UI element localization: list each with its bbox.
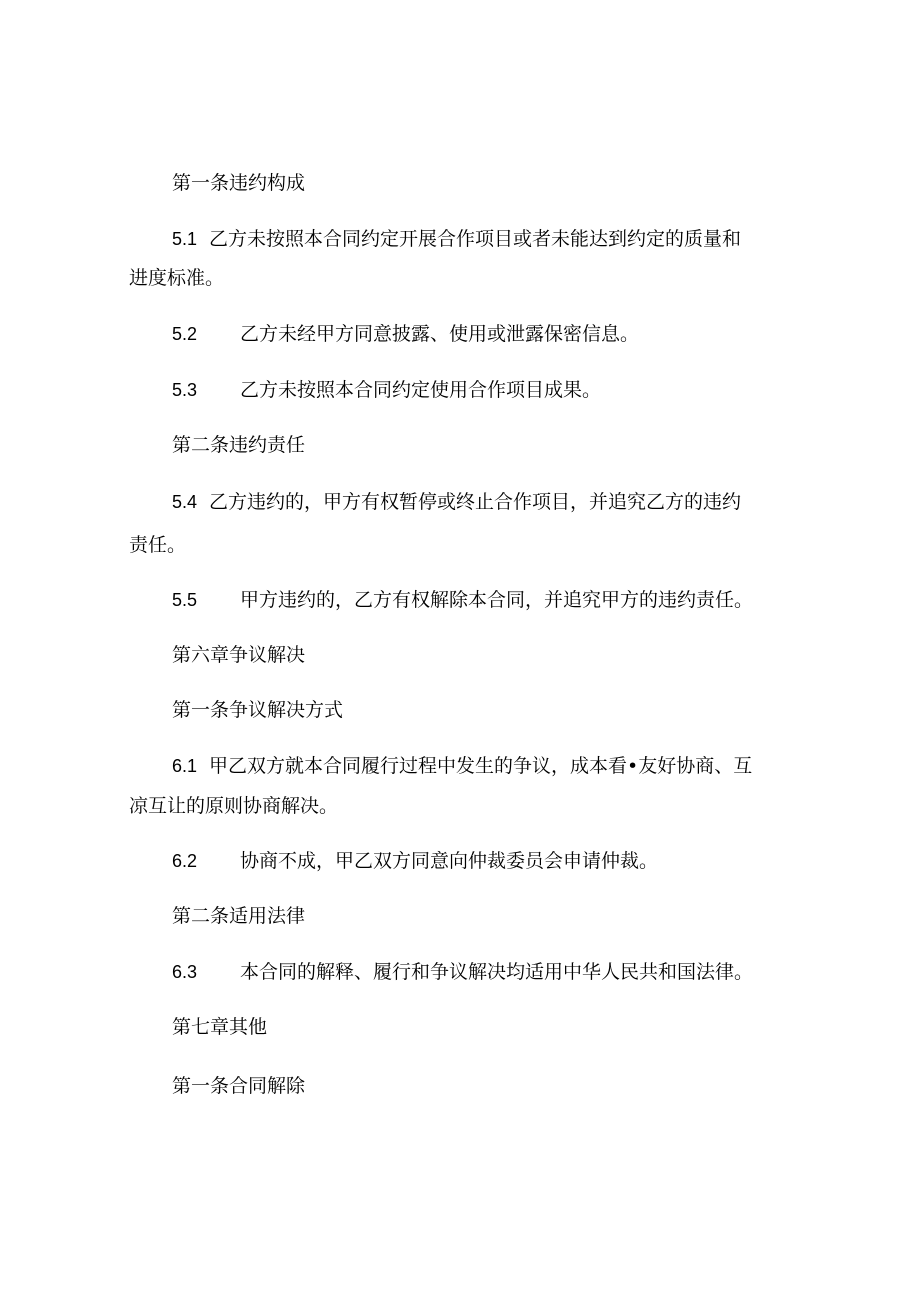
clause-text: 本合同的解释、履行和争议解决均适用中华人民共和国法律。 bbox=[240, 961, 754, 983]
clause-6-2 bbox=[172, 849, 658, 873]
chapter-heading: 第六章争议解决 bbox=[172, 644, 306, 666]
clause-number: 6.2 bbox=[172, 851, 198, 871]
clause-text: 乙方未按照本合同约定使用合作项目成果。 bbox=[240, 379, 602, 401]
clause-6-3 bbox=[172, 960, 753, 984]
clause-text: 乙方违约的，甲方有权暂停或终止合作项目，并追究乙方的违约 bbox=[209, 491, 742, 513]
section-heading: 第二条违约责任 bbox=[172, 434, 306, 456]
clause-number: 5.4 bbox=[172, 492, 198, 512]
clause-5-3 bbox=[172, 378, 601, 402]
clause-number: 5.1 bbox=[172, 229, 198, 249]
clause-6-1 bbox=[172, 754, 752, 778]
clause-text: 乙方未按照本合同约定开展合作项目或者未能达到约定的质量和 bbox=[209, 228, 742, 250]
clause-number: 5.3 bbox=[172, 380, 198, 400]
clause-5-1 bbox=[172, 227, 741, 251]
clause-5-4 bbox=[172, 490, 741, 514]
clause-number: 6.1 bbox=[172, 756, 198, 776]
clause-5-1-continuation: 进度标准。 bbox=[129, 267, 225, 289]
clause-5-4-continuation: 责任。 bbox=[129, 534, 187, 556]
clause-number: 5.2 bbox=[172, 324, 198, 344]
chapter-heading: 第七章其他 bbox=[172, 1016, 268, 1038]
clause-text: 甲乙双方就本合同履行过程中发生的争议，成本看•友好协商、互 bbox=[209, 755, 753, 777]
clause-5-5 bbox=[172, 588, 753, 612]
clause-text: 协商不成，甲乙双方同意向仲裁委员会申请仲裁。 bbox=[240, 850, 659, 872]
section-heading: 第一条争议解决方式 bbox=[172, 699, 344, 721]
section-heading: 第一条合同解除 bbox=[172, 1075, 306, 1097]
clause-number: 5.5 bbox=[172, 590, 198, 610]
section-heading: 第二条适用法律 bbox=[172, 905, 306, 927]
clause-text: 乙方未经甲方同意披露、使用或泄露保密信息。 bbox=[240, 323, 640, 345]
section-heading: 第一条违约构成 bbox=[172, 172, 306, 194]
clause-text: 甲方违约的，乙方有权解除本合同，并追究甲方的违约责任。 bbox=[240, 589, 754, 611]
clause-6-1-continuation: 凉互让的原则协商解决。 bbox=[129, 795, 339, 817]
clause-5-2 bbox=[172, 322, 639, 346]
clause-number: 6.3 bbox=[172, 962, 198, 982]
